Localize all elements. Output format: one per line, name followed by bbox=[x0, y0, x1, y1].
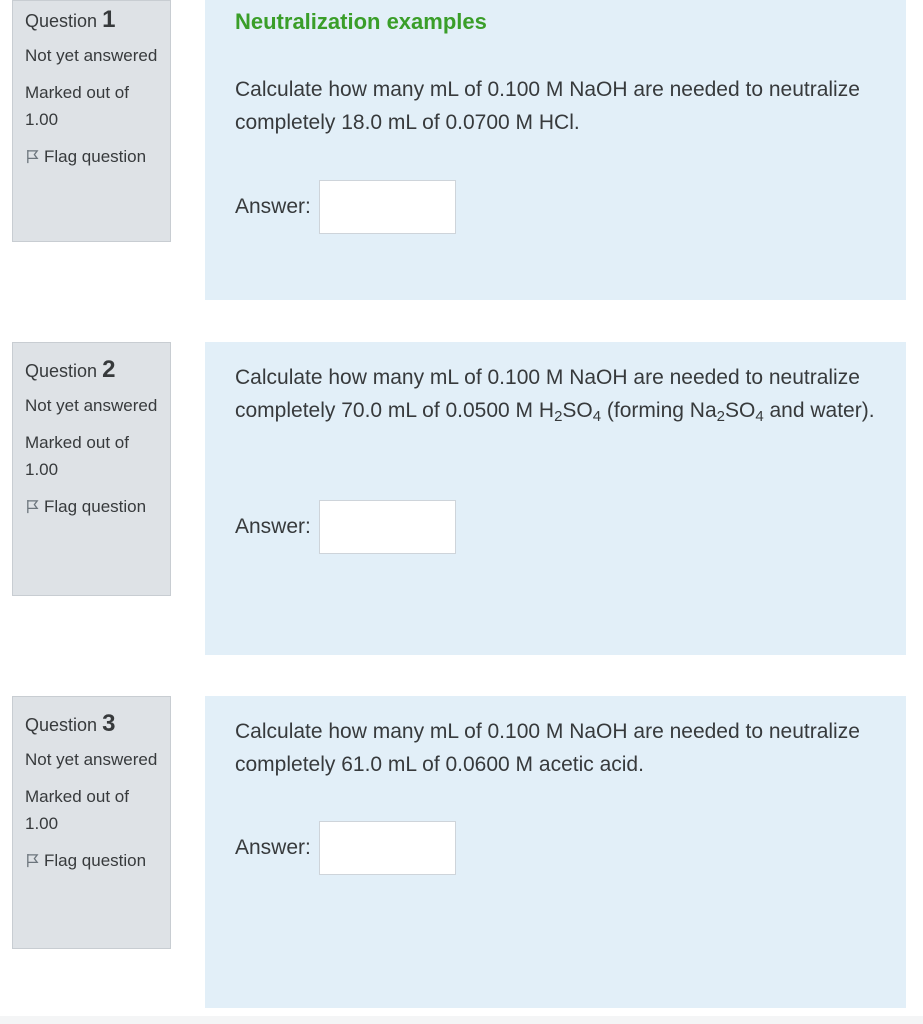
flag-label: Flag question bbox=[44, 851, 147, 870]
flag-icon bbox=[25, 149, 40, 164]
answer-label: Answer: bbox=[235, 195, 311, 218]
page-footer-divider bbox=[0, 1016, 923, 1024]
question-text: Calculate how many mL of 0.100 M NaOH are needed to neutralize completely 70.0 mL of 0.0500 M $H_2SO_4$ (forming $Na_2SO_4$ and water). bbox=[235, 366, 875, 425]
question-text: Calculate how many mL of 0.100 M NaOH are needed to neutralize completely 18.0 mL of 0.0700 M HCl. bbox=[235, 78, 860, 134]
question-info-2 bbox=[12, 342, 171, 596]
question-content-3 bbox=[205, 696, 906, 1008]
question-info-1 bbox=[12, 0, 171, 242]
question-state: Not yet answered bbox=[25, 396, 158, 415]
answer-row bbox=[235, 180, 456, 234]
flag-question-button[interactable] bbox=[25, 143, 158, 170]
flag-label: Flag question bbox=[44, 147, 147, 166]
flag-icon bbox=[25, 499, 40, 514]
flag-icon bbox=[25, 853, 40, 868]
answer-input[interactable] bbox=[319, 500, 456, 554]
question-text: Calculate how many mL of 0.100 M NaOH are needed to neutralize completely 61.0 mL of 0.0600 M acetic acid. bbox=[235, 720, 860, 776]
answer-label: Answer: bbox=[235, 515, 311, 538]
section-title: Neutralization examples bbox=[235, 9, 487, 34]
question-grade: Marked out of 1.00 bbox=[25, 83, 129, 129]
flag-question-button[interactable] bbox=[25, 493, 158, 520]
question-grade: Marked out of 1.00 bbox=[25, 433, 129, 479]
answer-input[interactable] bbox=[319, 180, 456, 234]
question-content-2 bbox=[205, 342, 906, 655]
question-state: Not yet answered bbox=[25, 46, 158, 65]
question-number: 2 bbox=[102, 356, 116, 383]
question-grade: Marked out of 1.00 bbox=[25, 787, 129, 833]
question-state: Not yet answered bbox=[25, 750, 158, 769]
question-number: 3 bbox=[102, 710, 116, 737]
answer-row bbox=[235, 500, 456, 554]
question-number-label: Question 2 bbox=[25, 356, 116, 383]
answer-input[interactable] bbox=[319, 821, 456, 875]
question-info-3 bbox=[12, 696, 171, 949]
question-number-label: Question 3 bbox=[25, 710, 116, 737]
answer-label: Answer: bbox=[235, 836, 311, 859]
question-number-label: Question 1 bbox=[25, 6, 116, 33]
flag-question-button[interactable] bbox=[25, 847, 158, 874]
question-content-1 bbox=[205, 0, 906, 300]
flag-label: Flag question bbox=[44, 497, 147, 516]
question-number: 1 bbox=[102, 6, 116, 33]
answer-row bbox=[235, 821, 456, 875]
